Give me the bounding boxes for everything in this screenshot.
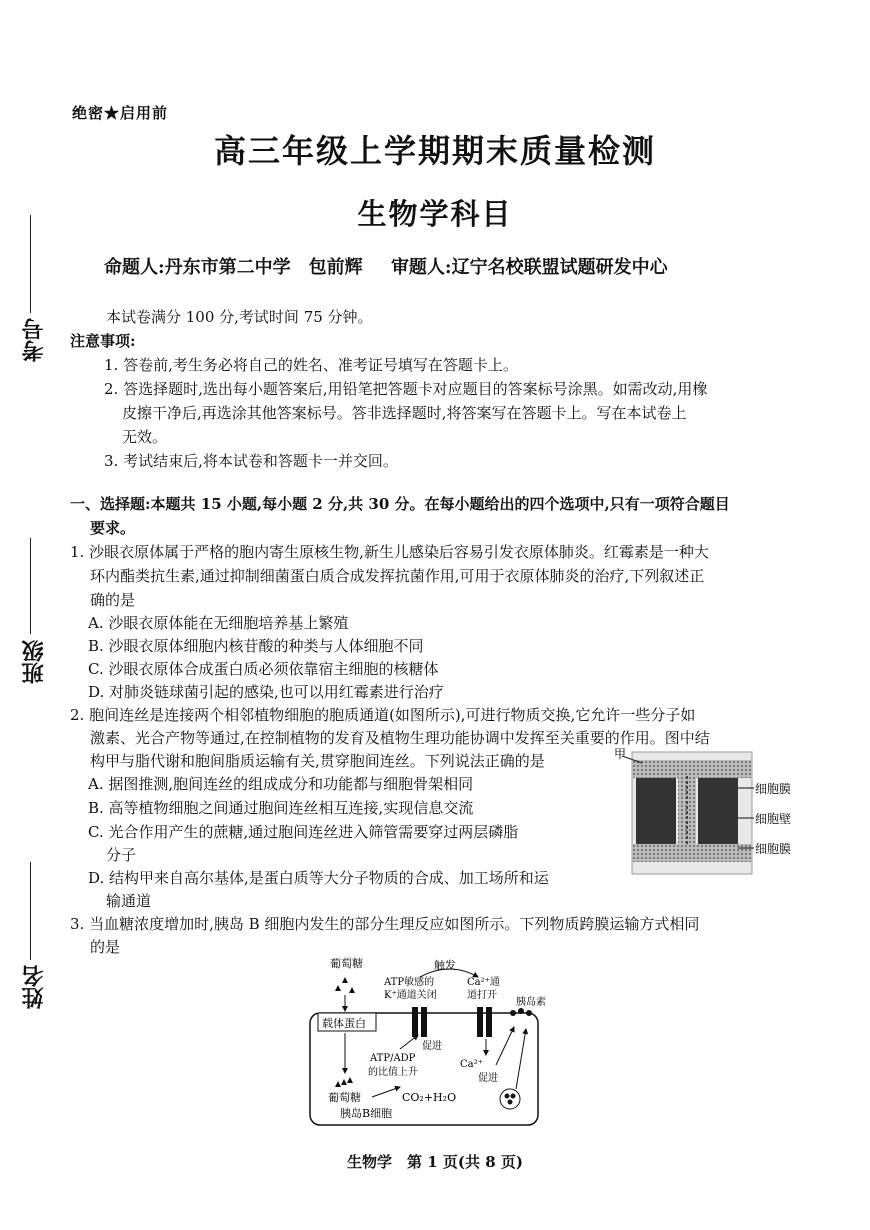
q3-stem-2: 的是 [90,938,121,956]
note-2b: 皮擦干净后,再选涂其他答案标号。答非选择题时,将答案写在答题卡上。写在本试卷上 [122,404,687,422]
k-channel-right [421,1007,427,1037]
atp-k-channel-label-2: K⁺通道关闭 [384,990,437,1001]
q2-option-c-1: C. 光合作用产生的蔗糖,通过胞间连丝进入筛管需要穿过两层磷脂 [88,823,519,841]
class-label: 班级 [21,640,47,684]
confidential-mark: 绝密★启用前 [72,104,169,122]
ca-channel-label-2: 道打开 [467,990,497,1001]
cell-wall-label: 细胞壁 [755,812,792,826]
promote-label-2: 促进 [478,1073,498,1084]
membrane-label-1: 细胞膜 [755,782,792,796]
k-channel-left [412,1007,418,1037]
cell-name-label: 胰岛B细胞 [340,1107,393,1120]
q1-option-d: D. 对肺炎链球菌引起的感染,也可以用红霉素进行治疗 [88,683,444,701]
note-1: 1. 答卷前,考生务必将自己的姓名、准考证号填写在答题卡上。 [104,356,518,374]
q2-option-d-1: D. 结构甲来自高尔基体,是蛋白质等大分子物质的合成、加工场所和运 [88,869,549,887]
ca-ion-label: Ca²⁺ [460,1059,483,1070]
glucose-outside-label: 葡萄糖 [330,957,363,970]
note-2c: 无效。 [122,428,168,446]
subject-title: 生物学科目 [357,197,513,231]
class-line [30,538,31,634]
q1-stem-2: 环内酯类抗生素,通过抑制细菌蛋白质合成发挥抗菌作用,可用于衣原体肺炎的治疗,下列叙述正 [90,567,705,585]
name-line [30,862,31,960]
promote-label-1: 促进 [422,1041,442,1052]
exam-intro: 本试卷满分 100 分,考试时间 75 分钟。 [106,308,373,326]
question-reviewer: 审题人:辽宁名校联盟试题研发中心 [390,257,668,278]
q2-option-d-2: 输通道 [106,892,152,910]
q1-option-a: A. 沙眼衣原体能在无细胞培养基上繁殖 [88,614,349,632]
q2-option-a: A. 据图推测,胞间连丝的组成成分和功能都与细胞骨架相同 [88,775,474,793]
cell-wall-right [698,778,738,844]
q3-stem-1: 3. 当血糖浓度增加时,胰岛 B 细胞内发生的部分生理反应如图所示。下列物质跨膜运输方式相同 [70,915,700,933]
atp-k-channel-label-1: ATP敏感的 [384,977,435,988]
ca-channel-label-1: Ca²⁺通 [467,977,500,988]
islet-b-cell-figure [300,955,560,1130]
q2-stem-1: 2. 胞间连丝是连接两个相邻植物细胞的胞质通道(如图所示),可进行物质交换,它允许一些分子如 [70,706,696,724]
exam-number-label: 考号 [21,318,47,362]
question-setter: 命题人:丹东市第二中学 包前辉 [104,257,363,278]
note-3: 3. 考试结束后,将本试卷和答题卡一并交回。 [104,452,398,470]
glucose-inside-label: 葡萄糖 [328,1091,361,1104]
atp-adp-ratio-label: ATP/ADP [370,1053,416,1064]
section1-heading: 一、选择题:本题共 15 小题,每小题 2 分,共 30 分。在每小题给出的四个选项中,只有一项符合题目 [70,495,730,513]
insulin-label: 胰岛素 [516,997,546,1008]
products-label: CO₂+H₂O [402,1091,457,1104]
plasmodesma-figure [612,748,802,878]
structure-jia-label: 甲 [614,748,627,761]
trigger-label: 触发 [434,959,456,972]
author-line [104,253,690,279]
q2-stem-3: 构甲与脂代谢和胞间脂质运输有关,贯穿胞间连丝。下列说法正确的是 [90,752,545,770]
q2-stem-2: 激素、光合产物等通过,在控制植物的发育及植物生理功能协调中发挥至关重要的作用。图中结 [90,729,710,747]
q1-option-b: B. 沙眼衣原体细胞内核苷酸的种类与人体细胞不同 [88,637,424,655]
ca-channel-left [477,1007,483,1037]
ca-channel-right [486,1007,492,1037]
q2-option-b: B. 高等植物细胞之间通过胞间连丝相互连接,实现信息交流 [88,799,474,817]
page-footer: 生物学 第 1 页(共 8 页) [347,1153,523,1171]
notes-heading: 注意事项: [70,332,136,350]
cell-wall-left [636,778,676,844]
membrane-label-2: 细胞膜 [755,842,792,856]
q2-option-c-2: 分子 [106,846,137,864]
atp-adp-rise-label: 的比值上升 [368,1067,418,1078]
q1-option-c: C. 沙眼衣原体合成蛋白质必须依靠宿主细胞的核糖体 [88,660,439,678]
note-2a: 2. 答选择题时,选出每小题答案后,用铅笔把答题卡对应题目的答案标号涂黑。如需改动,用橡 [104,380,708,398]
q1-stem-1: 1. 沙眼衣原体属于严格的胞内寄生原核生物,新生儿感染后容易引发衣原体肺炎。红霉素是一种大 [70,543,709,561]
q1-stem-3: 确的是 [90,591,136,609]
section1-heading-cont: 要求。 [90,519,136,537]
carrier-protein-label: 载体蛋白 [322,1017,366,1030]
name-label: 姓名 [21,965,47,1009]
insulin-vesicle [500,1089,520,1109]
exam-title: 高三年级上学期期末质量检测 [213,132,656,170]
